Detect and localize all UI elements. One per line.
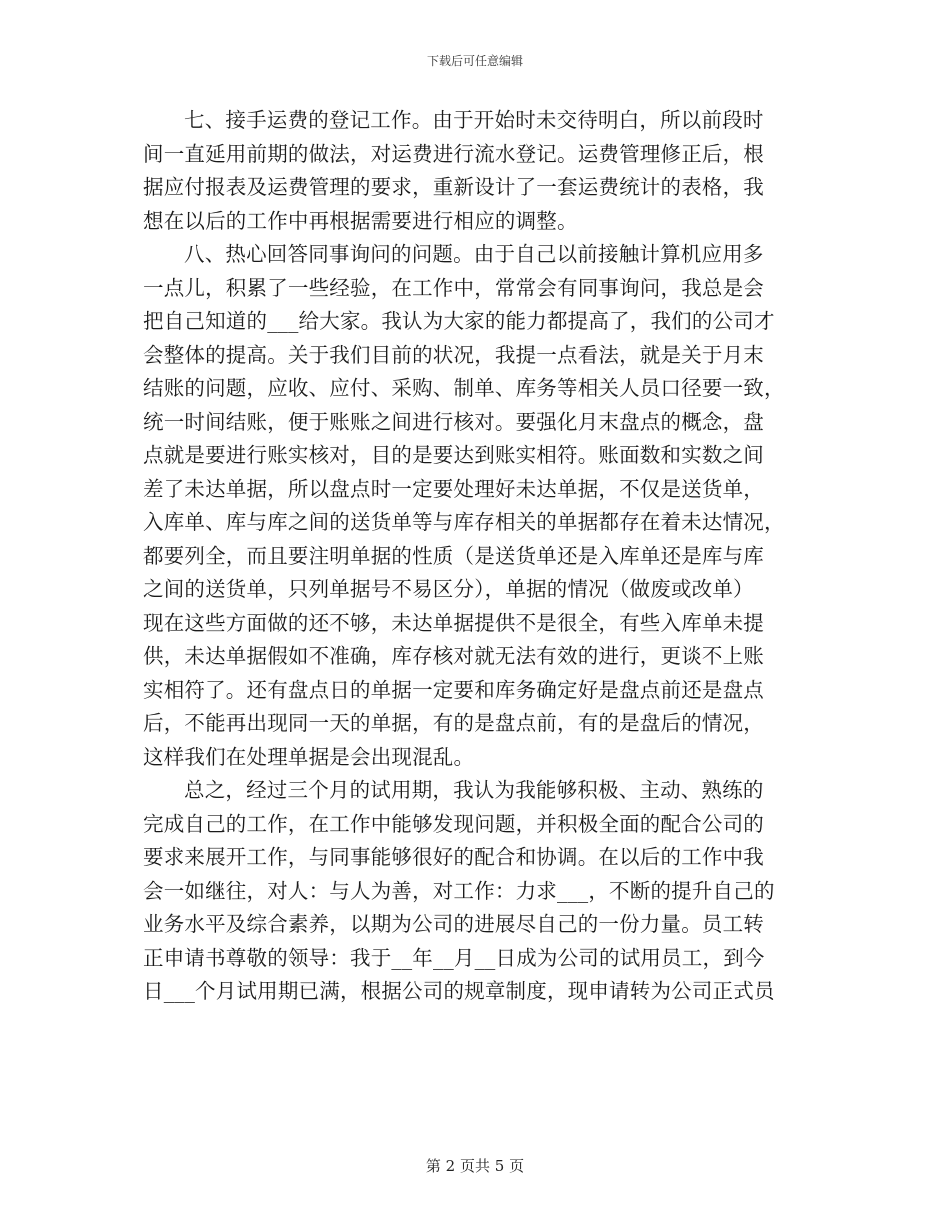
document-body: [143, 104, 807, 1009]
paragraph-line: 实相符了。还有盘点日的单据一定要和库务确定好是盘点前还是盘点: [143, 677, 764, 702]
paragraph-line: 统一时间结账，便于账账之间进行核对。要强化月末盘点的概念，盘: [143, 409, 764, 434]
paragraph-line: 现在这些方面做的还不够，未达单据提供不是很全，有些入库单未提: [143, 610, 764, 635]
paragraph-line: 日___个月试用期已满，根据公司的规章制度，现申请转为公司正式员: [143, 979, 775, 1003]
paragraph-line: 之间的送货单，只列单据号不易区分），单据的情况（做废或改单）: [143, 577, 754, 601]
paragraph-line: 完成自己的工作，在工作中能够发现问题，并积极全面的配合公司的: [143, 811, 764, 836]
paragraph-line: 后，不能再出现同一天的单据，有的是盘点前，有的是盘后的情况，: [143, 711, 764, 735]
paragraph-line: 差了未达单据，所以盘点时一定要处理好未达单据，不仅是送货单，: [143, 476, 764, 501]
paragraph-line: 会一如继往，对人：与人为善，对工作：力求___，不断的提升自己的: [143, 878, 775, 903]
paragraph-line: 一点儿，积累了一些经验，在工作中，常常会有同事询问，我总是会: [143, 275, 764, 300]
paragraph-line: 把自己知道的___给大家。我认为大家的能力都提高了，我们的公司才: [143, 309, 775, 333]
page-header: 下载后可任意编辑: [426, 54, 523, 68]
paragraph-line: 想在以后的工作中再根据需要进行相应的调整。: [143, 208, 578, 233]
paragraph-line: 业务水平及综合素养，以期为公司的进展尽自己的一份力量。员工转: [143, 912, 764, 936]
paragraph-line: 会整体的提高。关于我们目前的状况，我提一点看法，就是关于月末: [143, 342, 764, 367]
paragraph-line: 结账的问题，应收、应付、采购、制单、库务等相关人员口径要一致，: [143, 376, 785, 400]
paragraph-line: 点就是要进行账实核对，目的是要达到账实相符。账面数和实数之间: [143, 443, 764, 467]
paragraph-line: 这样我们在处理单据是会出现混乱。: [143, 744, 475, 769]
paragraph-line: 入库单、库与库之间的送货单等与库存相关的单据都存在着未达情况，: [143, 510, 785, 534]
paragraph-8: [143, 238, 807, 774]
paragraph-line: 正申请书尊敬的领导：我于__年__月__日成为公司的试用员工，到今: [143, 945, 765, 970]
paragraph-summary: [143, 774, 807, 1009]
page-number: 第 2 页共 5 页: [425, 1157, 525, 1175]
paragraph-line: 间一直延用前期的做法，对运费进行流水登记。运费管理修正后，根: [143, 141, 764, 166]
paragraph-line: 八、热心回答同事询问的问题。由于自己以前接触计算机应用多: [184, 242, 764, 266]
paragraph-line: 总之，经过三个月的试用期，我认为我能够积极、主动、熟练的: [184, 778, 764, 802]
paragraph-line: 七、接手运费的登记工作。由于开始时未交待明白，所以前段时: [184, 108, 764, 132]
paragraph-line: 要求来展开工作，与同事能够很好的配合和协调。在以后的工作中我: [143, 845, 764, 869]
paragraph-line: 都要列全，而且要注明单据的性质（是送货单还是入库单还是库与库: [143, 543, 764, 568]
paragraph-line: 据应付报表及运费管理的要求，重新设计了一套运费统计的表格，我: [143, 175, 764, 199]
paragraph-7: [143, 104, 807, 238]
paragraph-line: 供，未达单据假如不准确，库存核对就无法有效的进行，更谈不上账: [143, 644, 764, 668]
